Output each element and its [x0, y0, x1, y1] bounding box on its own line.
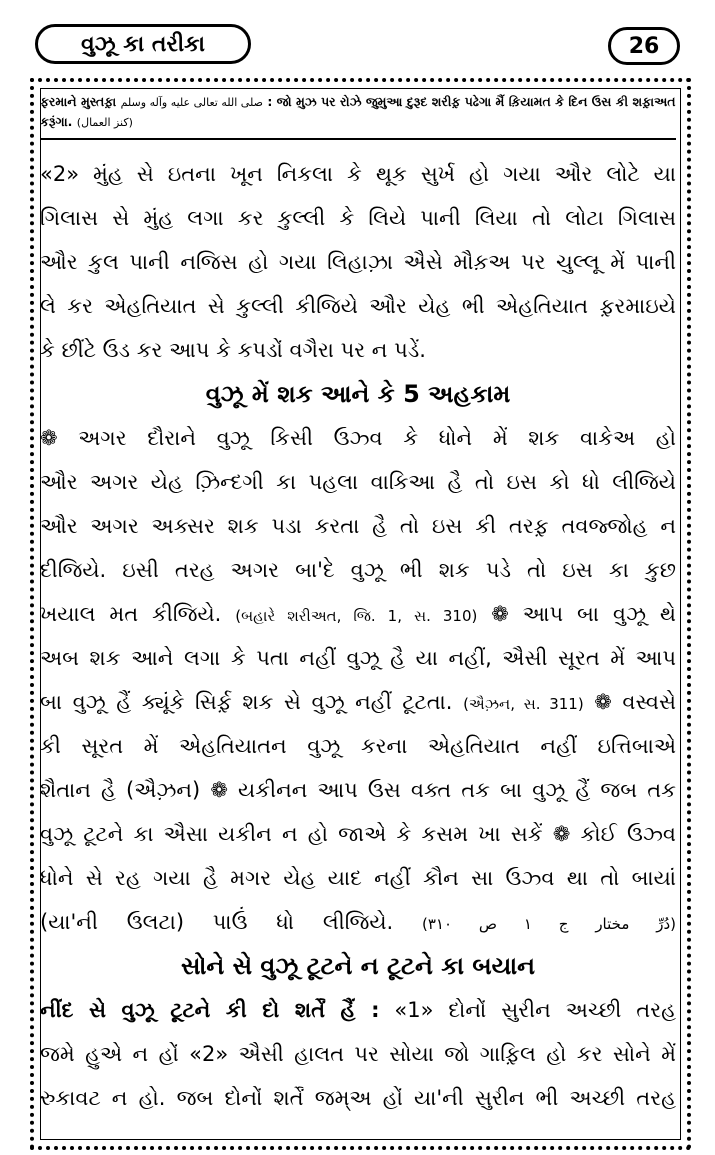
text-line: લે કર એહતિયાત સે કુલ્લી કીજિયે ઔર યેહ ભી એહતિયાત ફ઼રમાઇયે [40, 294, 676, 318]
text-line: ધોને સે રહ ગયા હૈ મગર યેહ યાદ નહીં કૌન સા ઉઝ્વ થા તો બાયાં [40, 866, 676, 890]
text-line: ગિલાસ સે મુંહ લગા કર કુલ્લી કે લિયે પાની લિયા તો લોટા ગિલાસ [40, 206, 676, 230]
hadith-divider [40, 138, 676, 140]
hadith-prefix: ફરમાને મુસ્તફ઼ા [40, 94, 117, 109]
text-line: ઔર કુલ પાની નજિસ હો ગયા લિહાઝ઼ા ઐસે મૌક઼અ પર ચુલ્લૂ મેં પાની [40, 250, 676, 274]
text-line [40, 680, 676, 724]
text-line [40, 592, 676, 636]
text-segment: ❁ વસ્વસે [594, 690, 676, 714]
text-line: રુકાવટ ન હો. જબ દોનોં શર્તેં જમ્અ હોં યા'ની સુરીન ભી અચ્છી તરહ [40, 1086, 676, 1110]
reference-citation: (બહારે શરીઅત, જિ. 1, સ. 310) [235, 607, 478, 625]
text-segment: (યા'ની ઉલટા) પાઉં ધો લીજિયે. [40, 910, 394, 934]
text-line: જમે હુએ ન હોં «2» ઐસી હાલત પર સોયા જો ગાફ઼િલ હો કર સોને મેં [40, 1042, 676, 1066]
text-segment: «1» દોનોં સુરીન અચ્છી તરહ [394, 998, 676, 1022]
text-line: ઔર અગર અક્સર શક પડા કરતા હૈ તો ઇસ કી તરફ઼ તવજ્જોહ ન [40, 514, 676, 538]
hadith-source: (کنز العمال) [76, 116, 133, 129]
page-body [40, 152, 676, 1120]
section-heading: વુઝૂ મેં શક આને કે 5 અહકામ [205, 380, 511, 408]
text-segment: બા વુઝૂ હૈં ક્યૂંકે સિર્ફ઼ શક સે વુઝૂ નહીં ટૂટતા. [40, 690, 453, 714]
section-heading: સોને સે વુઝૂ ટૂટને ન ટૂટને કા બયાન [180, 952, 536, 980]
arabic-salutation: صلى الله تعالى عليه وآله وسلم [120, 96, 263, 109]
text-line: દીજિયે. ઇસી તરહ અગર બા'દે વુઝૂ ભી શક પડે તો ઇસ કા કુછ [40, 558, 676, 582]
bold-lead: નીંદ સે વુઝૂ ટૂટને કી દો શર્તેં હૈં : [40, 998, 380, 1022]
reference-citation-arabic: (دُرِّ مختار ج ۱ ص ۳۱۰) [421, 915, 677, 933]
text-segment: ❁ આપ બા વુઝૂ થે [491, 602, 676, 626]
text-line [40, 900, 676, 944]
chapter-title: વુઝૂ કા તરીકા [35, 24, 251, 64]
text-segment: ખયાલ મત કીજિયે. [40, 602, 222, 626]
page-number: 26 [608, 27, 680, 65]
reference-citation: (ઐઝ઼ન, સ. 311) [463, 695, 584, 713]
text-line: કે છીંટે ઉડ કર આપ કે કપડોં વગૈરા પર ન પડેં. [40, 338, 426, 362]
text-line: ઔર અગર યેહ ઝ઼િન્દગી કા પહલા વાકિઆ હૈ તો ઇસ કો ધો લીજિયે [40, 470, 676, 494]
text-line: શૈતાન હૈ (ઐઝ઼ન) ❁ યકીનન આપ ઉસ વક્ત તક બા વુઝૂ હૈં જબ તક [40, 778, 676, 802]
text-line [40, 988, 676, 1032]
text-line: ❁ અગર દૌરાને વુઝૂ કિસી ઉઝ્વ કે ધોને મેં શક વાકેઅ હો [40, 426, 676, 450]
text-line: અબ શક આને લગા કે પતા નહીં વુઝૂ હૈ યા નહીં, ઐસી સૂરત મેં આપ [40, 646, 676, 670]
text-line: વુઝૂ ટૂટને કા ઐસા યકીન ન હો જાએ કે કસમ ખા સકેં ❁ કોઈ ઉઝ્વ [40, 822, 676, 846]
hadith-banner [40, 92, 676, 132]
hadith-text: : જો મુઝ પર રોઝે જુમુઆ દુરૂદ શરીફ઼ પઢેગા મૈં ક઼િયામત કે દિન ઉસ કી શફ઼ાઅત કરૂંગા. [40, 94, 676, 129]
text-line: કી સૂરત મેં એહતિયાતન વુઝૂ કરના એહતિયાત નહીં ઇત્તિબાએ [40, 734, 676, 758]
text-line: «2» મુંહ સે ઇતના ખૂન નિકલા કે થૂક સુર્ખ હો ગયા ઔર લોટે યા [40, 162, 676, 186]
